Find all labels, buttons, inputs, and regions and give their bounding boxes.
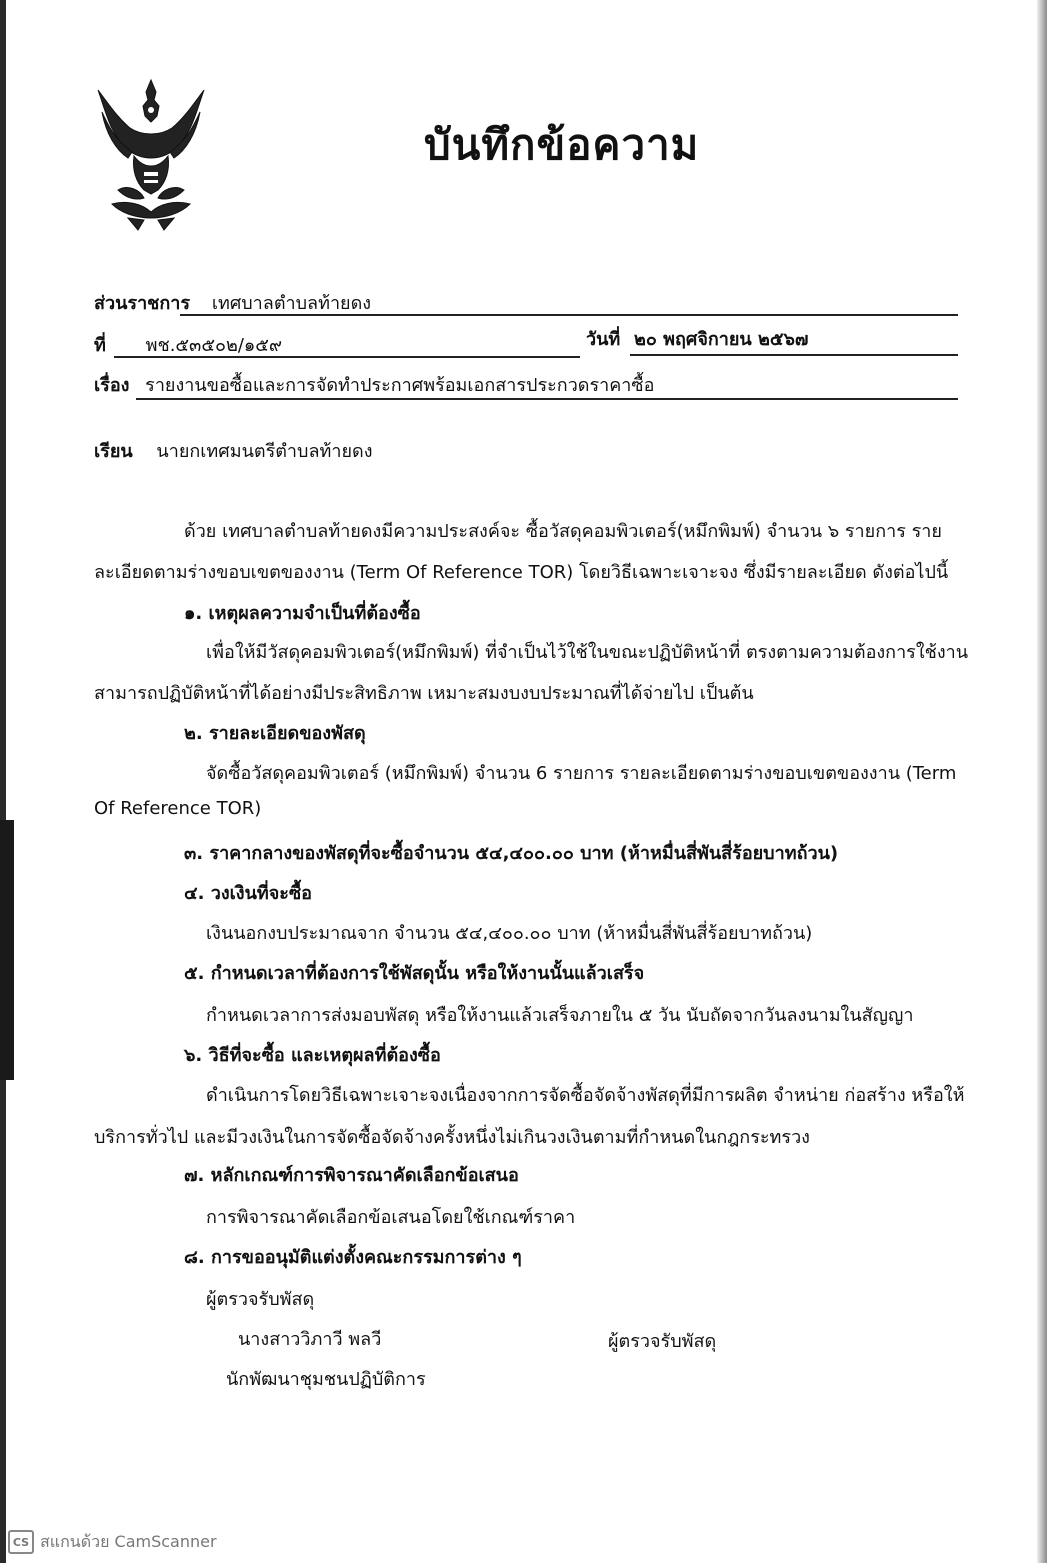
section-2-line-1: จัดซื้อวัสดุคอมพิวเตอร์ (หมึกพิมพ์) จำนวน 6 รายการ รายละเอียดตามร่างขอบเขตของงาน (Term: [206, 763, 957, 784]
section-6-line-2: บริการทั่วไป และมีวงเงินในการจัดซื้อจัดจ้างครั้งหนึ่งไม่เกินวงเงินตามที่กำหนดในกฎกระทรวง: [94, 1127, 810, 1148]
ref-value: พช.๕๓๕๐๒/๑๕๙: [145, 335, 283, 356]
scan-edge-left-dark: [0, 820, 14, 1080]
memo-title: บันทึกข้อความ: [424, 120, 700, 169]
section-2-line-2: Of Reference TOR): [94, 798, 262, 819]
section-6-heading: ๖. วิธีที่จะซื้อ และเหตุผลที่ต้องซื้อ: [184, 1045, 441, 1066]
camscanner-watermark: [8, 1530, 217, 1554]
inspector-role: ผู้ตรวจรับพัสดุ: [608, 1331, 717, 1352]
to-row: [94, 436, 373, 465]
section-1-line-2: สามารถปฏิบัติหน้าที่ได้อย่างมีประสิทธิภาพ เหมาะสมงบงบประมาณที่ได้จ่ายไป เป็นต้น: [94, 683, 754, 704]
to-label: เรียน: [94, 441, 133, 462]
agency-label: ส่วนราชการ: [94, 293, 191, 314]
camscanner-logo-icon: CS: [8, 1530, 34, 1554]
section-5-heading: ๕. กำหนดเวลาที่ต้องการใช้พัสดุนั้น หรือให้งานนั้นแล้วเสร็จ: [184, 963, 645, 984]
camscanner-text: สแกนด้วย CamScanner: [40, 1531, 217, 1551]
subject-label: เรื่อง: [94, 375, 130, 396]
date-label: วันที่: [586, 329, 621, 350]
inspector-position: นักพัฒนาชุมชนปฏิบัติการ: [226, 1369, 426, 1390]
section-4-heading: ๔. วงเงินที่จะซื้อ: [184, 883, 312, 904]
section-2-heading: ๒. รายละเอียดของพัสดุ: [184, 723, 366, 744]
agency-underline: [180, 314, 958, 316]
inspector-name: นางสาววิภาวี พลวี: [238, 1329, 382, 1350]
subject-row: [94, 370, 654, 399]
date-row: [586, 324, 808, 353]
agency-value: เทศบาลตำบลท้ายดง: [211, 293, 372, 314]
date-underline: [630, 354, 958, 356]
subject-value: รายงานขอซื้อและการจัดทำประกาศพร้อมเอกสารประกวดราคาซื้อ: [145, 375, 655, 396]
section-8-heading: ๘. การขออนุมัติแต่งตั้งคณะกรรมการต่าง ๆ: [184, 1247, 522, 1268]
to-value: นายกเทศมนตรีตำบลท้ายดง: [156, 441, 373, 462]
scan-edge-left: [0, 0, 6, 1563]
date-value: ๒๐ พฤศจิกายน ๒๕๖๗: [634, 329, 809, 350]
section-1-line-1: เพื่อให้มีวัสดุคอมพิวเตอร์(หมึกพิมพ์) ที่จำเป็นไว้ใช้ในขณะปฏิบัติหน้าที่ ตรงตามความต้องการใช้งาน: [206, 642, 969, 663]
section-5-line-1: กำหนดเวลาการส่งมอบพัสดุ หรือให้งานแล้วเสร็จภายใน ๕ วัน นับถัดจากวันลงนามในสัญญา: [206, 1005, 914, 1026]
section-1-heading: ๑. เหตุผลความจำเป็นที่ต้องซื้อ: [184, 603, 421, 624]
section-8-sub: ผู้ตรวจรับพัสดุ: [206, 1289, 315, 1310]
section-7-heading: ๗. หลักเกณฑ์การพิจารณาคัดเลือกข้อเสนอ: [184, 1165, 519, 1186]
section-4-line-1: เงินนอกงบประมาณจาก จำนวน ๕๔,๔๐๐.๐๐ บาท (ห้าหมื่นสี่พันสี่ร้อยบาทถ้วน): [206, 923, 813, 944]
section-3-heading: ๓. ราคากลางของพัสดุที่จะซื้อจำนวน ๕๔,๔๐๐.๐๐ บาท (ห้าหมื่นสี่พันสี่ร้อยบาทถ้วน): [184, 843, 839, 864]
ref-label: ที่: [94, 335, 106, 356]
section-6-line-1: ดำเนินการโดยวิธีเฉพาะเจาะจงเนื่องจากการจัดซื้อจัดจ้างพัสดุที่มีการผลิต จำหน่าย ก่อสร้าง หรือให้: [206, 1085, 965, 1106]
section-7-line-1: การพิจารณาคัดเลือกข้อเสนอโดยใช้เกณฑ์ราคา: [206, 1207, 576, 1228]
garuda-emblem-icon: [88, 72, 214, 232]
intro-line-2: ละเอียดตามร่างขอบเขตของงาน (Term Of Reference TOR) โดยวิธีเฉพาะเจาะจง ซึ่งมีรายละเอียด ดังต่อไปนี้: [94, 562, 949, 583]
intro-line-1: ด้วย เทศบาลตำบลท้ายดงมีความประสงค์จะ ซื้อวัสดุคอมพิวเตอร์(หมึกพิมพ์) จำนวน ๖ รายการ ราย: [184, 521, 942, 542]
agency-row: [94, 288, 371, 317]
subject-underline: [136, 398, 958, 400]
ref-row: [94, 330, 282, 359]
ref-underline: [114, 356, 580, 358]
scan-edge-right: [1037, 0, 1047, 1563]
